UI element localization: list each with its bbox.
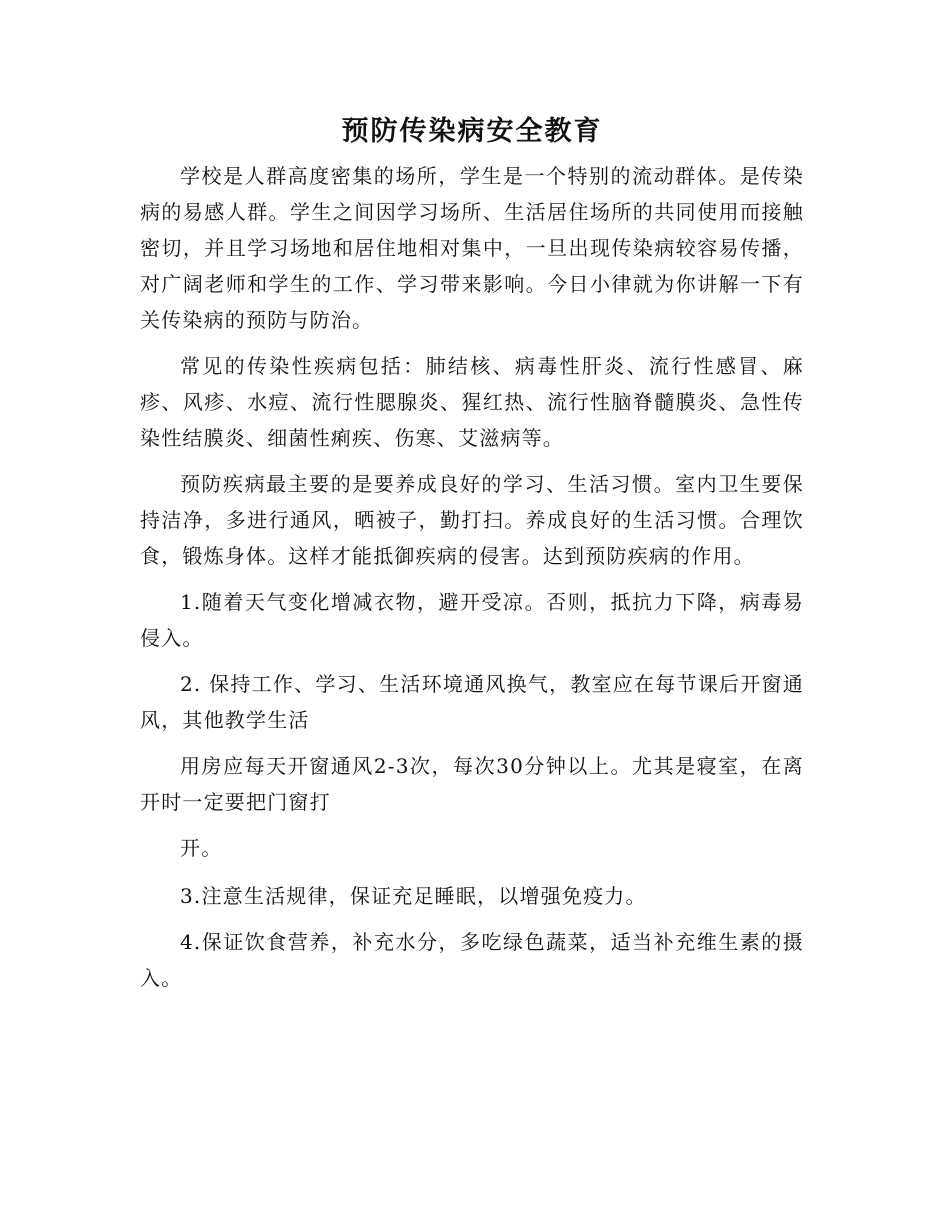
paragraph-tip-3: 3.注意生活规律，保证充足睡眠，以增强免疫力。 [180, 884, 647, 908]
paragraph-prevention-habits: 预防疾病最主要的是要养成良好的学习、生活习惯。室内卫生要保持洁净，多进行通风，晒被子，勤打扫。养成良好的生活习惯。合理饮食，锻炼身体。这样才能抵御疾病的侵害。达到预防疾病的作用。 [140, 472, 804, 568]
paragraph-tip-2-end: 开。 [180, 836, 223, 860]
paragraph-intro: 学校是人群高度密集的场所，学生是一个特别的流动群体。是传染病的易感人群。学生之间因学习场所、生活居住场所的共同使用而接触密切，并且学习场地和居住地相对集中，一旦出现传染病较容易传播，对广阔老师和学生的工作、学习带来影响。今日小律就为你讲解一下有关传染病的预防与防治。 [140, 164, 804, 332]
paragraph-tip-2: 2. 保持工作、学习、生活环境通风换气，教室应在每节课后开窗通风，其他教学生活 [140, 672, 804, 732]
paragraph-tip-2-continued: 用房应每天开窗通风2-3次，每次30分钟以上。尤其是寝室，在离开时一定要把门窗打 [140, 754, 804, 814]
paragraph-tip-4: 4.保证饮食营养，补充水分，多吃绿色蔬菜，适当补充维生素的摄入。 [140, 930, 804, 990]
page-title: 预防传染病安全教育 [341, 116, 603, 147]
paragraph-tip-1: 1.随着天气变化增减衣物，避开受凉。否则，抵抗力下降，病毒易侵入。 [140, 590, 804, 650]
paragraph-common-diseases: 常见的传染性疾病包括：肺结核、病毒性肝炎、流行性感冒、麻疹、风疹、水痘、流行性腮腺炎、猩红热、流行性脑脊髓膜炎、急性传染性结膜炎、细菌性痢疾、伤寒、艾滋病等。 [140, 354, 804, 450]
document-page [140, 108, 804, 1006]
